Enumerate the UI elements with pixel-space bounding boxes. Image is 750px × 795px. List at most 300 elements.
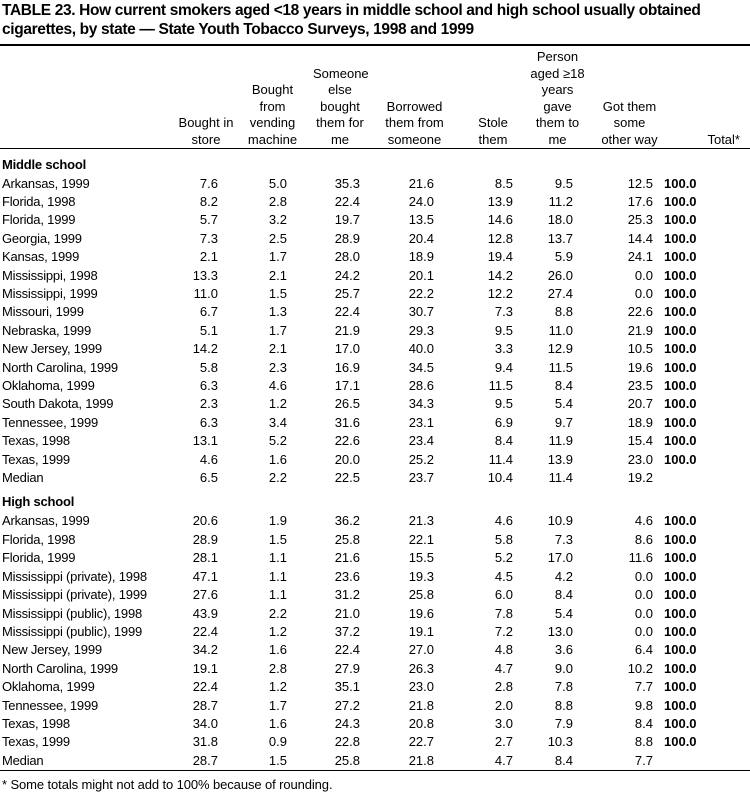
column-header-other-way: Got them some other way xyxy=(601,98,658,147)
value-cell: 5.4 xyxy=(554,605,573,621)
table-row xyxy=(0,549,750,567)
table-row xyxy=(0,230,750,248)
column-header-someone-else-bought: Someone else bought them for me xyxy=(313,65,369,147)
value-cell: 20.4 xyxy=(408,230,434,246)
value-cell: 12.5 xyxy=(627,175,653,191)
value-cell: 12.8 xyxy=(487,230,513,246)
table-row xyxy=(0,605,750,623)
value-cell: 22.6 xyxy=(627,304,653,320)
row-label: Mississippi, 1999 xyxy=(2,286,98,301)
value-cell: 23.0 xyxy=(627,451,653,467)
value-cell: 24.3 xyxy=(334,715,360,731)
value-cell: 11.5 xyxy=(548,359,573,375)
row-label: Tennessee, 1999 xyxy=(2,697,99,713)
value-cell: 28.7 xyxy=(192,697,218,713)
value-cell: 13.3 xyxy=(192,267,218,283)
value-cell: 9.4 xyxy=(494,359,513,375)
value-cell: 10.4 xyxy=(487,470,513,486)
row-label: North Carolina, 1999 xyxy=(2,359,118,375)
value-cell: 28.7 xyxy=(192,752,218,768)
value-cell: 0.0 xyxy=(634,568,653,584)
row-label: South Dakota, 1999 xyxy=(2,396,114,412)
value-cell: 4.6 xyxy=(268,378,287,394)
total-cell: 100.0 xyxy=(664,587,697,603)
value-cell: 14.6 xyxy=(487,212,513,228)
value-cell: 28.0 xyxy=(334,249,360,265)
table-row xyxy=(0,285,750,303)
total-cell: 100.0 xyxy=(664,679,697,695)
total-cell: 100.0 xyxy=(664,623,697,639)
value-cell: 22.8 xyxy=(334,734,360,750)
value-cell: 26.3 xyxy=(408,660,434,676)
value-cell: 34.0 xyxy=(192,715,218,731)
value-cell: 22.7 xyxy=(408,734,434,750)
value-cell: 2.7 xyxy=(494,734,513,750)
value-cell: 4.2 xyxy=(554,568,573,584)
row-label: Florida, 1998 xyxy=(2,531,76,547)
value-cell: 22.2 xyxy=(408,286,434,301)
value-cell: 23.4 xyxy=(408,433,434,449)
column-header-vending-machine: Bought from vending machine xyxy=(247,82,298,147)
row-label: Texas, 1999 xyxy=(2,451,70,467)
total-cell: 100.0 xyxy=(664,230,697,246)
row-label: Texas, 1998 xyxy=(2,715,70,731)
total-cell: 100.0 xyxy=(664,414,697,430)
row-label: Median xyxy=(2,470,44,486)
table-row xyxy=(0,697,750,715)
value-cell: 5.0 xyxy=(268,175,287,191)
value-cell: 13.5 xyxy=(408,212,434,228)
value-cell: 13.1 xyxy=(192,433,218,449)
value-cell: 5.2 xyxy=(494,550,513,566)
table-row xyxy=(0,395,750,413)
value-cell: 2.3 xyxy=(199,396,218,412)
value-cell: 27.0 xyxy=(408,642,434,658)
value-cell: 22.5 xyxy=(334,470,360,486)
value-cell: 0.0 xyxy=(634,267,653,283)
value-cell: 20.7 xyxy=(627,396,653,412)
table-body xyxy=(0,151,750,771)
row-label: Florida, 1999 xyxy=(2,550,76,566)
value-cell: 8.4 xyxy=(634,715,653,731)
column-header-bought-in-store: Bought in store xyxy=(178,115,234,147)
value-cell: 19.2 xyxy=(627,470,653,486)
row-label: Georgia, 1999 xyxy=(2,230,82,246)
value-cell: 27.4 xyxy=(547,286,573,301)
value-cell: 19.7 xyxy=(334,212,360,228)
table-row xyxy=(0,752,750,770)
value-cell: 4.8 xyxy=(494,642,513,658)
value-cell: 12.2 xyxy=(487,286,513,301)
table-row xyxy=(0,175,750,193)
value-cell: 3.2 xyxy=(268,212,287,228)
value-cell: 8.5 xyxy=(494,175,513,191)
value-cell: 1.2 xyxy=(268,396,287,412)
value-cell: 34.3 xyxy=(408,396,434,412)
column-header-total: Total* xyxy=(707,131,740,147)
row-label: North Carolina, 1999 xyxy=(2,660,118,676)
row-label: Texas, 1999 xyxy=(2,734,70,750)
table-row xyxy=(0,432,750,450)
row-label: Tennessee, 1999 xyxy=(2,414,99,430)
value-cell: 1.2 xyxy=(268,623,287,639)
total-cell: 100.0 xyxy=(664,550,697,566)
value-cell: 4.6 xyxy=(199,451,218,467)
value-cell: 7.3 xyxy=(554,531,573,547)
row-label: Kansas, 1999 xyxy=(2,249,80,265)
total-cell: 100.0 xyxy=(664,359,697,375)
value-cell: 11.4 xyxy=(548,470,573,486)
value-cell: 3.0 xyxy=(494,715,513,731)
value-cell: 17.6 xyxy=(627,193,653,209)
value-cell: 1.5 xyxy=(268,752,287,768)
value-cell: 20.1 xyxy=(408,267,434,283)
value-cell: 18.9 xyxy=(408,249,434,265)
value-cell: 11.9 xyxy=(548,433,573,449)
value-cell: 13.9 xyxy=(487,193,513,209)
section-heading-row xyxy=(0,487,750,512)
value-cell: 28.9 xyxy=(192,531,218,547)
table-row xyxy=(0,340,750,358)
value-cell: 19.1 xyxy=(408,623,434,639)
value-cell: 22.4 xyxy=(334,304,360,320)
value-cell: 27.9 xyxy=(334,660,360,676)
value-cell: 2.1 xyxy=(268,267,287,283)
value-cell: 21.8 xyxy=(408,697,434,713)
value-cell: 1.3 xyxy=(268,304,287,320)
top-rule xyxy=(0,44,750,46)
data-table xyxy=(0,49,750,770)
table-row xyxy=(0,586,750,604)
value-cell: 24.1 xyxy=(627,249,653,265)
value-cell: 26.5 xyxy=(334,396,360,412)
value-cell: 1.1 xyxy=(268,550,287,566)
value-cell: 11.0 xyxy=(548,322,573,338)
value-cell: 4.5 xyxy=(494,568,513,584)
value-cell: 9.7 xyxy=(554,414,573,430)
value-cell: 25.8 xyxy=(334,752,360,768)
value-cell: 10.3 xyxy=(547,734,573,750)
value-cell: 0.0 xyxy=(634,605,653,621)
value-cell: 8.8 xyxy=(634,734,653,750)
value-cell: 21.0 xyxy=(334,605,360,621)
total-cell: 100.0 xyxy=(664,322,697,338)
value-cell: 8.8 xyxy=(554,697,573,713)
value-cell: 1.5 xyxy=(268,531,287,547)
value-cell: 5.8 xyxy=(494,531,513,547)
value-cell: 8.4 xyxy=(554,378,573,394)
value-cell: 43.9 xyxy=(192,605,218,621)
value-cell: 19.6 xyxy=(627,359,653,375)
value-cell: 0.0 xyxy=(634,286,653,301)
value-cell: 15.5 xyxy=(408,550,434,566)
value-cell: 22.4 xyxy=(334,642,360,658)
value-cell: 31.2 xyxy=(334,587,360,603)
value-cell: 5.8 xyxy=(199,359,218,375)
table-title: TABLE 23. How current smokers aged <18 years in middle school and high school usually obtained cigarettes, by state — State Youth Tobacco Surveys, 1998 and 1999 xyxy=(2,2,701,38)
value-cell: 23.7 xyxy=(408,470,434,486)
table-row xyxy=(0,623,750,641)
value-cell: 22.6 xyxy=(334,433,360,449)
value-cell: 2.3 xyxy=(268,359,287,375)
value-cell: 27.2 xyxy=(334,697,360,713)
value-cell: 25.8 xyxy=(334,531,360,547)
header-rule xyxy=(0,148,750,149)
total-cell xyxy=(664,469,750,487)
row-label: Texas, 1998 xyxy=(2,433,70,449)
value-cell: 18.9 xyxy=(627,414,653,430)
table-row xyxy=(0,733,750,751)
value-cell: 9.5 xyxy=(494,396,513,412)
value-cell: 1.6 xyxy=(268,642,287,658)
value-cell: 10.9 xyxy=(547,513,573,529)
value-cell: 8.4 xyxy=(554,752,573,768)
total-cell: 100.0 xyxy=(664,433,697,449)
value-cell: 35.3 xyxy=(334,175,360,191)
value-cell: 6.3 xyxy=(199,414,218,430)
value-cell: 30.7 xyxy=(408,304,434,320)
row-label: Mississippi (private), 1999 xyxy=(2,587,147,603)
value-cell: 2.8 xyxy=(494,679,513,695)
value-cell: 36.2 xyxy=(334,513,360,529)
total-cell: 100.0 xyxy=(664,451,697,467)
row-label: Mississippi, 1998 xyxy=(2,267,98,283)
value-cell: 21.6 xyxy=(334,550,360,566)
value-cell: 9.5 xyxy=(494,322,513,338)
value-cell: 17.0 xyxy=(547,550,573,566)
total-cell: 100.0 xyxy=(664,642,697,658)
value-cell: 10.5 xyxy=(627,341,653,357)
section-heading: Middle school xyxy=(2,156,87,172)
value-cell: 3.6 xyxy=(554,642,573,658)
value-cell: 7.6 xyxy=(199,175,218,191)
total-cell: 100.0 xyxy=(664,513,697,529)
row-label: Arkansas, 1999 xyxy=(2,175,90,191)
value-cell: 8.8 xyxy=(554,304,573,320)
value-cell: 6.9 xyxy=(494,414,513,430)
value-cell: 17.0 xyxy=(334,341,360,357)
value-cell: 19.6 xyxy=(408,605,434,621)
total-cell: 100.0 xyxy=(664,175,697,191)
value-cell: 12.9 xyxy=(547,341,573,357)
value-cell: 11.2 xyxy=(548,193,573,209)
total-cell: 100.0 xyxy=(664,212,697,228)
value-cell: 28.1 xyxy=(192,550,218,566)
row-label: Florida, 1999 xyxy=(2,212,76,228)
value-cell: 1.6 xyxy=(268,715,287,731)
value-cell: 25.8 xyxy=(408,587,434,603)
footnote: * Some totals might not add to 100% because of rounding. xyxy=(2,777,333,792)
total-cell: 100.0 xyxy=(664,341,697,357)
column-header-person-gave: Person aged ≥18 years gave them to me xyxy=(530,49,585,147)
total-cell: 100.0 xyxy=(664,304,697,320)
row-label: Missouri, 1999 xyxy=(2,304,84,320)
value-cell: 2.8 xyxy=(268,660,287,676)
value-cell: 24.0 xyxy=(408,193,434,209)
value-cell: 19.1 xyxy=(192,660,218,676)
value-cell: 1.7 xyxy=(268,322,287,338)
value-cell: 10.2 xyxy=(627,660,653,676)
value-cell: 0.9 xyxy=(268,734,287,750)
total-cell: 100.0 xyxy=(664,396,697,412)
value-cell: 34.5 xyxy=(408,359,434,375)
value-cell: 1.6 xyxy=(268,451,287,467)
total-cell: 100.0 xyxy=(664,568,697,584)
value-cell: 8.6 xyxy=(634,531,653,547)
value-cell: 1.7 xyxy=(268,697,287,713)
value-cell: 4.6 xyxy=(634,513,653,529)
total-cell: 100.0 xyxy=(664,734,697,750)
value-cell: 9.0 xyxy=(554,660,573,676)
value-cell: 2.1 xyxy=(268,341,287,357)
table-row xyxy=(0,303,750,321)
value-cell: 7.3 xyxy=(199,230,218,246)
value-cell: 34.2 xyxy=(192,642,218,658)
value-cell: 0.0 xyxy=(634,623,653,639)
section-heading: High school xyxy=(2,494,75,510)
row-label: Oklahoma, 1999 xyxy=(2,378,95,394)
table-row xyxy=(0,451,750,469)
bottom-rule xyxy=(0,770,750,771)
row-label: New Jersey, 1999 xyxy=(2,341,102,357)
value-cell: 14.2 xyxy=(192,341,218,357)
row-label: Oklahoma, 1999 xyxy=(2,679,95,695)
value-cell: 25.3 xyxy=(627,212,653,228)
row-label: Nebraska, 1999 xyxy=(2,322,91,338)
value-cell: 8.2 xyxy=(199,193,218,209)
total-cell xyxy=(664,752,750,770)
value-cell: 23.5 xyxy=(627,378,653,394)
value-cell: 11.4 xyxy=(488,451,513,467)
total-cell: 100.0 xyxy=(664,531,697,547)
value-cell: 20.6 xyxy=(192,513,218,529)
table-row xyxy=(0,678,750,696)
value-cell: 21.6 xyxy=(408,175,434,191)
table-row xyxy=(0,531,750,549)
value-cell: 2.1 xyxy=(199,249,218,265)
value-cell: 16.9 xyxy=(334,359,360,375)
table-row xyxy=(0,267,750,285)
value-cell: 7.3 xyxy=(494,304,513,320)
total-cell: 100.0 xyxy=(664,378,697,394)
value-cell: 11.5 xyxy=(488,378,513,394)
row-label: Mississippi (public), 1999 xyxy=(2,623,143,639)
table-row xyxy=(0,660,750,678)
total-cell: 100.0 xyxy=(664,715,697,731)
value-cell: 3.4 xyxy=(268,414,287,430)
value-cell: 23.1 xyxy=(408,414,434,430)
value-cell: 20.8 xyxy=(408,715,434,731)
table-row xyxy=(0,211,750,229)
value-cell: 31.8 xyxy=(192,734,218,750)
total-cell: 100.0 xyxy=(664,286,697,301)
value-cell: 21.9 xyxy=(334,322,360,338)
value-cell: 1.2 xyxy=(268,679,287,695)
value-cell: 4.7 xyxy=(494,752,513,768)
value-cell: 7.8 xyxy=(554,679,573,695)
column-header-state xyxy=(0,49,170,151)
value-cell: 6.3 xyxy=(199,378,218,394)
value-cell: 7.2 xyxy=(494,623,513,639)
value-cell: 6.0 xyxy=(494,587,513,603)
value-cell: 47.1 xyxy=(192,568,218,584)
row-label: Arkansas, 1999 xyxy=(2,513,90,529)
value-cell: 5.1 xyxy=(199,322,218,338)
value-cell: 0.0 xyxy=(634,587,653,603)
value-cell: 11.6 xyxy=(628,550,653,566)
value-cell: 5.4 xyxy=(554,396,573,412)
table-row xyxy=(0,469,750,487)
value-cell: 2.2 xyxy=(268,605,287,621)
value-cell: 20.0 xyxy=(334,451,360,467)
value-cell: 8.4 xyxy=(494,433,513,449)
table-row xyxy=(0,715,750,733)
value-cell: 4.7 xyxy=(494,660,513,676)
value-cell: 13.0 xyxy=(547,623,573,639)
value-cell: 1.1 xyxy=(268,587,287,603)
value-cell: 2.0 xyxy=(494,697,513,713)
value-cell: 35.1 xyxy=(334,679,360,695)
total-cell: 100.0 xyxy=(664,249,697,265)
value-cell: 17.1 xyxy=(334,378,360,394)
total-cell: 100.0 xyxy=(664,193,697,209)
table-row xyxy=(0,568,750,586)
value-cell: 13.7 xyxy=(547,230,573,246)
value-cell: 18.0 xyxy=(547,212,573,228)
table-row xyxy=(0,377,750,395)
value-cell: 26.0 xyxy=(547,267,573,283)
value-cell: 9.8 xyxy=(634,697,653,713)
value-cell: 21.9 xyxy=(627,322,653,338)
row-label: New Jersey, 1999 xyxy=(2,642,102,658)
value-cell: 23.0 xyxy=(408,679,434,695)
value-cell: 31.6 xyxy=(334,414,360,430)
value-cell: 1.9 xyxy=(268,513,287,529)
value-cell: 7.8 xyxy=(494,605,513,621)
value-cell: 25.7 xyxy=(334,286,360,301)
value-cell: 37.2 xyxy=(334,623,360,639)
value-cell: 11.0 xyxy=(193,286,218,301)
table-row xyxy=(0,512,750,530)
value-cell: 21.8 xyxy=(408,752,434,768)
value-cell: 29.3 xyxy=(408,322,434,338)
total-cell: 100.0 xyxy=(664,605,697,621)
value-cell: 8.4 xyxy=(554,587,573,603)
total-cell: 100.0 xyxy=(664,697,697,713)
value-cell: 14.4 xyxy=(627,230,653,246)
value-cell: 1.1 xyxy=(268,568,287,584)
value-cell: 15.4 xyxy=(627,433,653,449)
table-header xyxy=(0,49,750,151)
value-cell: 24.2 xyxy=(334,267,360,283)
value-cell: 27.6 xyxy=(192,587,218,603)
value-cell: 22.4 xyxy=(192,679,218,695)
value-cell: 25.2 xyxy=(408,451,434,467)
value-cell: 14.2 xyxy=(487,267,513,283)
value-cell: 1.7 xyxy=(268,249,287,265)
value-cell: 28.9 xyxy=(334,230,360,246)
value-cell: 19.3 xyxy=(408,568,434,584)
table-row xyxy=(0,248,750,266)
value-cell: 6.7 xyxy=(199,304,218,320)
table-row xyxy=(0,359,750,377)
value-cell: 9.5 xyxy=(554,175,573,191)
value-cell: 19.4 xyxy=(487,249,513,265)
column-header-stole: Stole them xyxy=(478,115,508,147)
value-cell: 6.5 xyxy=(199,470,218,486)
row-label: Median xyxy=(2,752,44,768)
table-row xyxy=(0,322,750,340)
